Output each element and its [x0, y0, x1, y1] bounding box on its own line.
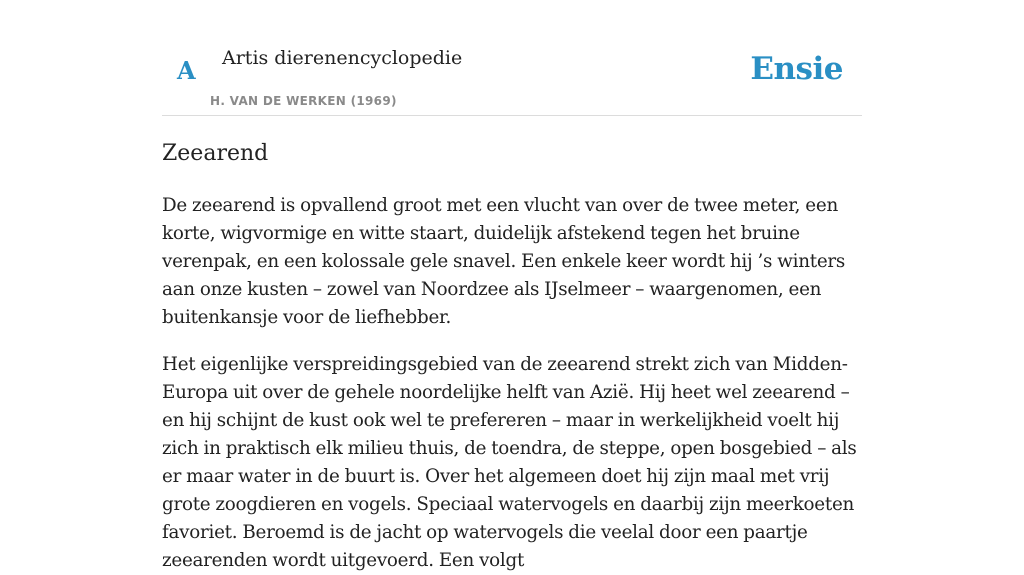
letter-index-link[interactable]: A: [177, 56, 196, 85]
source-author: H. VAN DE WERKEN (1969): [210, 94, 397, 108]
ensie-logo-link[interactable]: Ensie: [750, 51, 843, 87]
entry-title: Zeearend: [162, 141, 269, 166]
source-header: [162, 0, 862, 116]
source-title-link[interactable]: Artis dierenencyclopedie: [222, 47, 463, 69]
entry-content: [162, 136, 862, 575]
entry-paragraph-1: De zeearend is opvallend groot met een vlucht van over de twee meter, een korte, wigvormige en witte staart, duidelijk afstekend tegen het bruine verenpak, en een kolossale gele snavel. Een enkele keer wordt hij ’s winters aan onze kusten – zowel van Noordzee als IJselmeer – waargenomen, een buitenkansje voor de liefhebber.: [162, 195, 846, 328]
entry-paragraph-2: Het eigenlijke verspreidingsgebied van de zeearend strekt zich van Midden-Europa uit over de gehele noordelijke helft van Azië. Hij heet wel zeearend – en hij schijnt de kust ook wel te prefereren – maar in werkelijkheid voelt hij zich in praktisch elk milieu thuis, de toendra, de steppe, open bosgebied – als er maar water in de buurt is. Over het algemeen doet hij zijn maal met vrij grote zoogdieren en vogels. Speciaal watervogels en daarbij zijn meerkoeten favoriet. Beroemd is de jacht op watervogels die veelal door een paartje zeearenden wordt uitgevoerd. Een volgt: [162, 354, 857, 571]
